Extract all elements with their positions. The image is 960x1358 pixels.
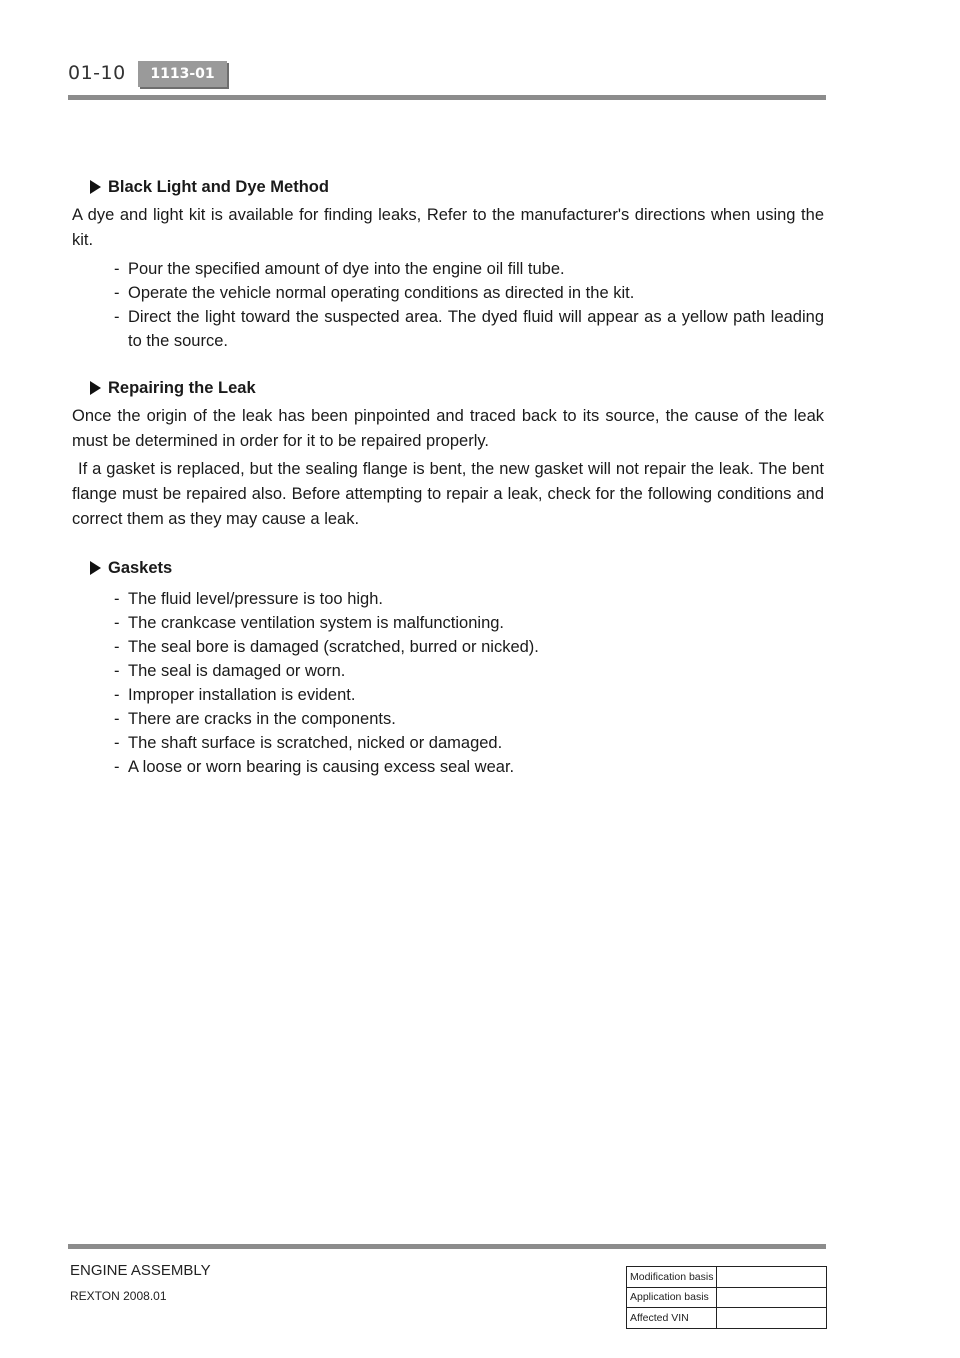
list-item-text: Improper installation is evident. (128, 686, 356, 704)
list-item (72, 257, 824, 281)
list-item (72, 635, 824, 659)
section-heading-text: Gaskets (108, 558, 173, 577)
table-cell-value (717, 1308, 827, 1329)
section-heading-gaskets (90, 555, 824, 581)
table-cell-label: Modification basis (627, 1267, 717, 1288)
section-heading-repairing-leak (90, 375, 824, 401)
list-item-text: There are cracks in the components. (128, 710, 396, 728)
table-cell-value (717, 1267, 827, 1288)
triangle-bullet-icon (90, 561, 101, 575)
triangle-bullet-icon (90, 180, 101, 194)
table-row (627, 1308, 827, 1329)
section-heading-text: Repairing the Leak (108, 378, 256, 397)
dash-marker: - (114, 686, 120, 704)
footer-subtitle: REXTON 2008.01 (70, 1289, 167, 1303)
dash-marker: - (114, 638, 120, 656)
dash-marker: - (114, 662, 120, 680)
triangle-bullet-icon (90, 381, 101, 395)
dash-marker: - (114, 734, 120, 752)
list-item-text: Direct the light toward the suspected area. The dyed fluid will appear as a yellow path leading to the source. (128, 308, 824, 350)
dash-marker: - (114, 758, 120, 776)
bullet-list (72, 587, 824, 779)
table-row (627, 1287, 827, 1308)
table-cell-value (717, 1287, 827, 1308)
section-code-badge: 1113-01 (138, 61, 227, 87)
dash-marker: - (114, 308, 120, 326)
paragraph: Once the origin of the leak has been pinpointed and traced back to its source, the cause of the leak must be determined in order for it to be repaired properly. (72, 407, 824, 450)
paragraph: If a gasket is replaced, but the sealing flange is bent, the new gasket will not repair the leak. The bent flange must be repaired also. Before attempting to repair a leak, check for the following conditions and correct them as they may cause a leak. (72, 460, 824, 528)
paragraph: A dye and light kit is available for finding leaks, Refer to the manufacturer's directions when using the kit. (72, 206, 824, 249)
list-item (72, 683, 824, 707)
list-item-text: The seal is damaged or worn. (128, 662, 346, 680)
table-cell-label: Application basis (627, 1287, 717, 1308)
list-item-text: The fluid level/pressure is too high. (128, 590, 383, 608)
list-item-text: The crankcase ventilation system is malfunctioning. (128, 614, 505, 632)
list-item-text: Pour the specified amount of dye into the engine oil fill tube. (128, 260, 565, 278)
page-number: 01-10 (68, 62, 126, 84)
section-heading-black-light (90, 174, 824, 200)
footer-title: ENGINE ASSEMBLY (70, 1262, 211, 1279)
list-item (72, 281, 824, 305)
header-divider (68, 95, 826, 100)
basis-table (626, 1266, 827, 1329)
dash-marker: - (114, 284, 120, 302)
list-item (72, 305, 824, 353)
section-heading-text: Black Light and Dye Method (108, 177, 329, 196)
list-item-text: Operate the vehicle normal operating conditions as directed in the kit. (128, 284, 635, 302)
list-item (72, 587, 824, 611)
footer-divider (68, 1244, 826, 1249)
page-content (72, 174, 824, 779)
list-item (72, 707, 824, 731)
list-item-text: The seal bore is damaged (scratched, burred or nicked). (128, 638, 539, 656)
table-cell-label: Affected VIN (627, 1308, 717, 1329)
list-item-text: A loose or worn bearing is causing excess seal wear. (128, 758, 515, 776)
list-item (72, 755, 824, 779)
dash-marker: - (114, 260, 120, 278)
table-row (627, 1267, 827, 1288)
list-item (72, 731, 824, 755)
list-item (72, 659, 824, 683)
list-item (72, 611, 824, 635)
dash-marker: - (114, 590, 120, 608)
list-item-text: The shaft surface is scratched, nicked or damaged. (128, 734, 503, 752)
dash-marker: - (114, 710, 120, 728)
dash-marker: - (114, 614, 120, 632)
bullet-list (72, 257, 824, 353)
